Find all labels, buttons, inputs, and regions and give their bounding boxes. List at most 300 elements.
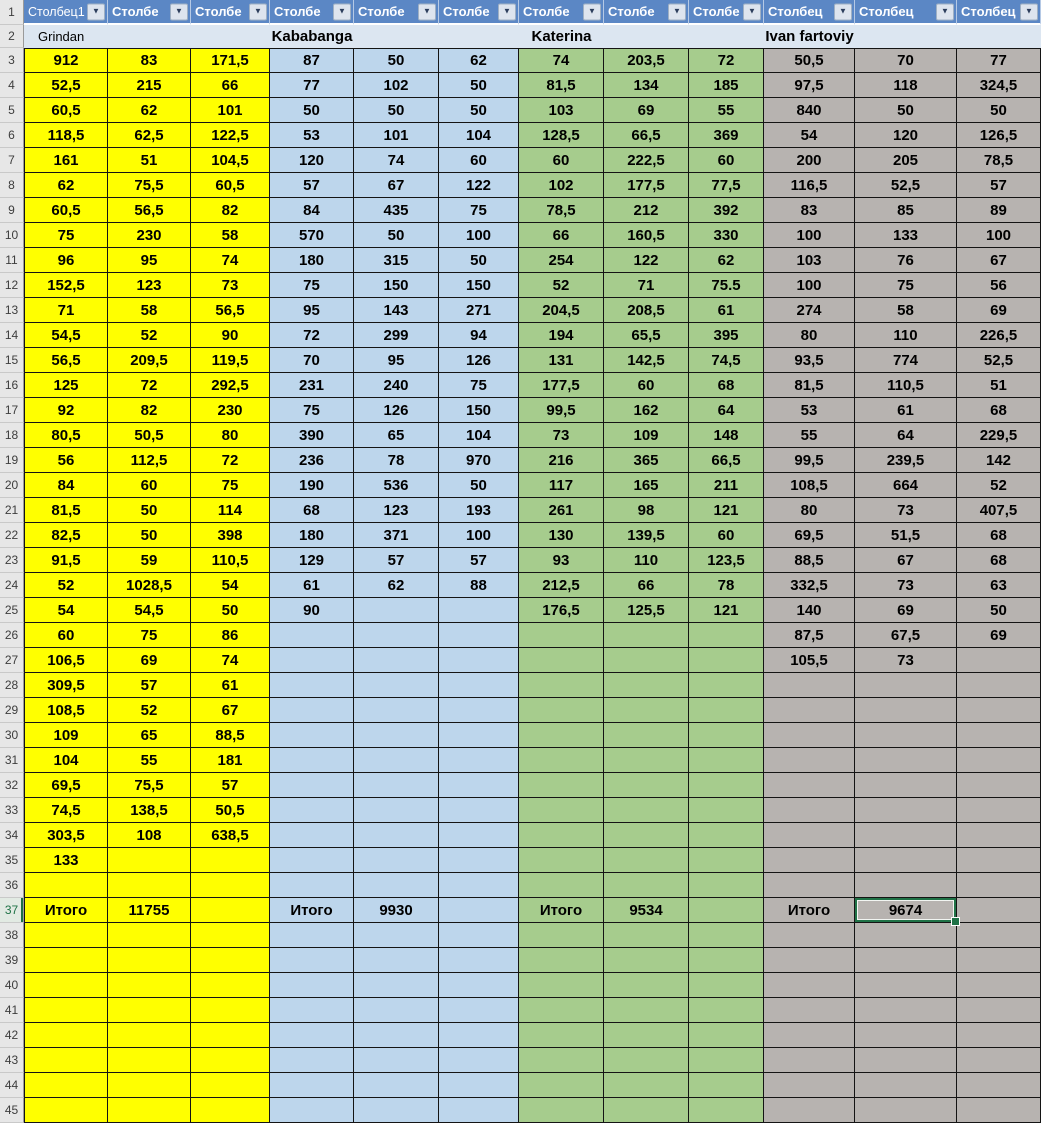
cell[interactable]: 52,5 (957, 348, 1041, 373)
cell[interactable] (957, 698, 1041, 723)
cell[interactable]: 150 (439, 398, 519, 423)
cell[interactable] (604, 973, 689, 998)
cell[interactable] (855, 873, 957, 898)
cell[interactable] (519, 648, 604, 673)
cell[interactable] (191, 998, 270, 1023)
cell[interactable]: 110,5 (191, 548, 270, 573)
cell[interactable] (689, 798, 764, 823)
cell[interactable] (191, 973, 270, 998)
cell[interactable]: 52,5 (24, 73, 108, 98)
cell[interactable] (957, 873, 1041, 898)
cell[interactable]: 108,5 (764, 473, 855, 498)
cell[interactable] (191, 1098, 270, 1123)
row-number[interactable]: 10 (0, 223, 24, 248)
cell[interactable]: 82 (108, 398, 191, 423)
cell[interactable]: 103 (519, 98, 604, 123)
cell[interactable] (270, 648, 354, 673)
cell[interactable] (604, 848, 689, 873)
cell[interactable]: 912 (24, 48, 108, 73)
cell[interactable] (191, 873, 270, 898)
cell[interactable] (354, 1098, 439, 1123)
cell[interactable] (957, 748, 1041, 773)
cell[interactable]: 54,5 (24, 323, 108, 348)
cell[interactable]: 114 (191, 498, 270, 523)
cell[interactable]: 392 (689, 198, 764, 223)
cell[interactable]: Итого (519, 898, 604, 923)
row-number[interactable]: 6 (0, 123, 24, 148)
cell[interactable]: 133 (855, 223, 957, 248)
cell[interactable]: 50 (354, 48, 439, 73)
row-number[interactable]: 28 (0, 673, 24, 698)
cell[interactable]: 330 (689, 223, 764, 248)
cell[interactable]: 240 (354, 373, 439, 398)
cell[interactable] (519, 723, 604, 748)
cell[interactable] (270, 823, 354, 848)
cell[interactable] (689, 1098, 764, 1123)
cell[interactable]: 75 (270, 273, 354, 298)
cell[interactable] (957, 773, 1041, 798)
cell[interactable] (270, 948, 354, 973)
cell[interactable] (24, 923, 108, 948)
cell[interactable]: 76 (855, 248, 957, 273)
cell[interactable] (270, 748, 354, 773)
cell[interactable]: 101 (354, 123, 439, 148)
cell[interactable]: 67 (855, 548, 957, 573)
cell[interactable] (855, 1023, 957, 1048)
cell[interactable] (519, 998, 604, 1023)
cell[interactable]: 108,5 (24, 698, 108, 723)
cell[interactable] (354, 923, 439, 948)
cell[interactable]: 74 (191, 248, 270, 273)
cell[interactable]: 395 (689, 323, 764, 348)
row-number[interactable]: 34 (0, 823, 24, 848)
cell[interactable]: 75,5 (108, 173, 191, 198)
row-number[interactable]: 13 (0, 298, 24, 323)
cell[interactable]: 1028,5 (108, 573, 191, 598)
cell[interactable]: 75,5 (108, 773, 191, 798)
cell[interactable]: 177,5 (519, 373, 604, 398)
cell[interactable] (689, 773, 764, 798)
cell[interactable]: 50 (191, 598, 270, 623)
cell[interactable] (439, 598, 519, 623)
cell[interactable]: 11755 (108, 898, 191, 923)
row-number[interactable]: 2 (0, 25, 24, 48)
filter-dropdown-icon[interactable]: ▼ (583, 3, 601, 20)
row-number[interactable]: 22 (0, 523, 24, 548)
cell[interactable]: 67,5 (855, 623, 957, 648)
cell[interactable]: 122 (604, 248, 689, 273)
cell[interactable]: 9534 (604, 898, 689, 923)
cell[interactable]: 50 (957, 598, 1041, 623)
cell[interactable]: 66 (519, 223, 604, 248)
cell[interactable] (24, 873, 108, 898)
cell[interactable]: 229,5 (957, 423, 1041, 448)
cell[interactable] (957, 973, 1041, 998)
cell[interactable] (24, 1048, 108, 1073)
cell[interactable]: 74,5 (24, 798, 108, 823)
cell[interactable]: 121 (689, 498, 764, 523)
cell[interactable]: 231 (270, 373, 354, 398)
cell[interactable] (604, 748, 689, 773)
cell[interactable] (519, 823, 604, 848)
cell[interactable]: 100 (764, 273, 855, 298)
cell[interactable]: 128,5 (519, 123, 604, 148)
cell[interactable] (764, 973, 855, 998)
cell[interactable]: 123,5 (689, 548, 764, 573)
cell[interactable]: 85 (855, 198, 957, 223)
cell[interactable]: 194 (519, 323, 604, 348)
cell[interactable]: 62,5 (108, 123, 191, 148)
cell[interactable] (439, 648, 519, 673)
cell[interactable]: 71 (604, 273, 689, 298)
cell[interactable]: 69 (855, 598, 957, 623)
cell[interactable]: 261 (519, 498, 604, 523)
cell[interactable] (604, 623, 689, 648)
cell[interactable] (439, 823, 519, 848)
row-number[interactable]: 18 (0, 423, 24, 448)
cell[interactable]: 50 (354, 98, 439, 123)
cell[interactable]: 84 (270, 198, 354, 223)
cell[interactable]: 105,5 (764, 648, 855, 673)
cell[interactable] (689, 623, 764, 648)
cell[interactable]: 120 (855, 123, 957, 148)
cell[interactable]: 74 (354, 148, 439, 173)
cell[interactable]: 94 (439, 323, 519, 348)
cell[interactable] (270, 1023, 354, 1048)
cell[interactable] (764, 1098, 855, 1123)
cell[interactable]: 222,5 (604, 148, 689, 173)
cell[interactable] (108, 998, 191, 1023)
cell[interactable] (108, 873, 191, 898)
cell[interactable]: 66,5 (604, 123, 689, 148)
cell[interactable] (689, 698, 764, 723)
cell[interactable] (604, 698, 689, 723)
cell[interactable] (957, 898, 1041, 923)
cell[interactable] (354, 1023, 439, 1048)
cell[interactable]: 78,5 (519, 198, 604, 223)
cell[interactable]: 60 (689, 523, 764, 548)
cell[interactable]: 102 (354, 73, 439, 98)
cell[interactable]: 69,5 (764, 523, 855, 548)
cell[interactable] (764, 748, 855, 773)
cell[interactable]: 72 (191, 448, 270, 473)
cell[interactable] (24, 1098, 108, 1123)
cell[interactable]: 211 (689, 473, 764, 498)
cell[interactable]: 61 (191, 673, 270, 698)
cell[interactable] (855, 773, 957, 798)
cell[interactable]: 365 (604, 448, 689, 473)
cell[interactable]: 52 (108, 323, 191, 348)
cell[interactable]: 77 (957, 48, 1041, 73)
banner-cell[interactable] (108, 25, 191, 48)
cell[interactable] (354, 673, 439, 698)
cell[interactable] (519, 1073, 604, 1098)
cell[interactable] (957, 1023, 1041, 1048)
cell[interactable]: 75.5 (689, 273, 764, 298)
cell[interactable]: 58 (108, 298, 191, 323)
cell[interactable] (354, 773, 439, 798)
cell[interactable] (519, 848, 604, 873)
row-number[interactable]: 27 (0, 648, 24, 673)
row-number[interactable]: 26 (0, 623, 24, 648)
banner-cell[interactable] (191, 25, 270, 48)
filter-dropdown-icon[interactable]: ▼ (170, 3, 188, 20)
cell[interactable] (957, 1048, 1041, 1073)
cell[interactable] (764, 1073, 855, 1098)
cell[interactable]: 80 (191, 423, 270, 448)
cell[interactable]: 50 (439, 473, 519, 498)
filter-dropdown-icon[interactable]: ▼ (668, 3, 686, 20)
cell[interactable]: 324,5 (957, 73, 1041, 98)
cell[interactable] (439, 723, 519, 748)
cell[interactable]: 150 (354, 273, 439, 298)
cell[interactable] (108, 948, 191, 973)
cell[interactable]: 62 (24, 173, 108, 198)
cell[interactable] (689, 898, 764, 923)
cell[interactable] (270, 723, 354, 748)
cell[interactable]: 50 (439, 98, 519, 123)
banner-cell[interactable] (855, 25, 957, 48)
cell[interactable] (439, 1048, 519, 1073)
cell[interactable] (439, 998, 519, 1023)
cell[interactable]: 56,5 (108, 198, 191, 223)
cell[interactable] (957, 1098, 1041, 1123)
cell[interactable]: 78,5 (957, 148, 1041, 173)
cell[interactable]: 142,5 (604, 348, 689, 373)
cell[interactable]: 126 (439, 348, 519, 373)
cell[interactable] (855, 1098, 957, 1123)
cell[interactable]: 73 (855, 498, 957, 523)
cell[interactable]: 181 (191, 748, 270, 773)
cell[interactable] (689, 1023, 764, 1048)
cell[interactable]: 51,5 (855, 523, 957, 548)
row-number[interactable]: 36 (0, 873, 24, 898)
cell[interactable] (519, 1023, 604, 1048)
cell[interactable]: 65 (354, 423, 439, 448)
cell[interactable]: 50,5 (108, 423, 191, 448)
cell[interactable]: 66 (191, 73, 270, 98)
cell[interactable]: 54 (24, 598, 108, 623)
cell[interactable] (689, 648, 764, 673)
cell[interactable]: 83 (108, 48, 191, 73)
cell[interactable] (957, 1073, 1041, 1098)
group-name-cell[interactable]: Katerina (519, 25, 604, 48)
cell[interactable]: 77,5 (689, 173, 764, 198)
column-header[interactable] (604, 0, 689, 25)
cell[interactable] (439, 973, 519, 998)
cell[interactable]: 299 (354, 323, 439, 348)
cell[interactable] (354, 598, 439, 623)
cell[interactable] (519, 623, 604, 648)
cell[interactable]: 64 (855, 423, 957, 448)
cell[interactable]: 57 (191, 773, 270, 798)
cell[interactable]: 66 (604, 573, 689, 598)
cell[interactable]: Итого (764, 898, 855, 923)
cell[interactable] (855, 673, 957, 698)
cell[interactable]: 138,5 (108, 798, 191, 823)
cell[interactable] (604, 1073, 689, 1098)
cell[interactable]: 69 (957, 298, 1041, 323)
cell[interactable]: 570 (270, 223, 354, 248)
cell[interactable]: 152,5 (24, 273, 108, 298)
cell[interactable] (764, 773, 855, 798)
cell[interactable]: 100 (764, 223, 855, 248)
cell[interactable]: 116,5 (764, 173, 855, 198)
row-number[interactable]: 24 (0, 573, 24, 598)
cell[interactable]: 55 (764, 423, 855, 448)
cell[interactable]: 68 (957, 523, 1041, 548)
cell[interactable]: 72 (270, 323, 354, 348)
cell[interactable]: 62 (354, 573, 439, 598)
cell[interactable]: 236 (270, 448, 354, 473)
cell[interactable] (957, 723, 1041, 748)
row-number[interactable]: 1 (0, 0, 24, 25)
cell[interactable] (764, 848, 855, 873)
cell[interactable]: 59 (108, 548, 191, 573)
filter-dropdown-icon[interactable]: ▼ (1020, 3, 1038, 20)
cell[interactable]: 126 (354, 398, 439, 423)
cell[interactable]: 52 (519, 273, 604, 298)
cell[interactable]: 60 (604, 373, 689, 398)
cell[interactable] (24, 948, 108, 973)
cell[interactable]: 52,5 (855, 173, 957, 198)
row-number[interactable]: 5 (0, 98, 24, 123)
cell[interactable] (270, 848, 354, 873)
cell[interactable]: 638,5 (191, 823, 270, 848)
cell[interactable] (957, 798, 1041, 823)
cell[interactable] (439, 1098, 519, 1123)
cell[interactable]: 77 (270, 73, 354, 98)
cell[interactable] (519, 873, 604, 898)
row-number[interactable]: 11 (0, 248, 24, 273)
cell[interactable]: 104 (24, 748, 108, 773)
cell[interactable]: 536 (354, 473, 439, 498)
cell[interactable]: 122,5 (191, 123, 270, 148)
cell[interactable]: 96 (24, 248, 108, 273)
cell[interactable]: 140 (764, 598, 855, 623)
filter-dropdown-icon[interactable]: ▼ (333, 3, 351, 20)
cell[interactable]: 100 (439, 523, 519, 548)
cell[interactable] (764, 1023, 855, 1048)
banner-cell[interactable] (604, 25, 689, 48)
cell[interactable]: 171,5 (191, 48, 270, 73)
filter-dropdown-icon[interactable]: ▼ (418, 3, 436, 20)
cell[interactable]: 212 (604, 198, 689, 223)
cell[interactable] (270, 623, 354, 648)
cell[interactable] (439, 748, 519, 773)
row-number[interactable]: 45 (0, 1098, 24, 1123)
cell[interactable] (270, 673, 354, 698)
cell[interactable]: 82 (191, 198, 270, 223)
cell[interactable] (270, 1048, 354, 1073)
cell[interactable]: 139,5 (604, 523, 689, 548)
cell[interactable] (764, 823, 855, 848)
cell[interactable] (519, 673, 604, 698)
cell[interactable]: 50 (855, 98, 957, 123)
column-header[interactable] (354, 0, 439, 25)
cell[interactable]: 68 (957, 548, 1041, 573)
cell[interactable] (270, 973, 354, 998)
cell[interactable]: 68 (689, 373, 764, 398)
group-name-cell[interactable]: Kababanga (270, 25, 354, 48)
cell[interactable]: 55 (108, 748, 191, 773)
filter-dropdown-icon[interactable]: ▼ (743, 3, 761, 20)
cell[interactable]: 332,5 (764, 573, 855, 598)
cell[interactable]: 664 (855, 473, 957, 498)
column-header[interactable] (519, 0, 604, 25)
cell[interactable] (855, 998, 957, 1023)
cell[interactable]: 122 (439, 173, 519, 198)
cell[interactable]: 58 (191, 223, 270, 248)
cell[interactable]: 98 (604, 498, 689, 523)
cell[interactable] (764, 948, 855, 973)
cell[interactable] (270, 1073, 354, 1098)
filter-dropdown-icon[interactable]: ▼ (834, 3, 852, 20)
cell[interactable]: 56,5 (24, 348, 108, 373)
row-number[interactable]: 12 (0, 273, 24, 298)
cell[interactable] (519, 923, 604, 948)
cell[interactable]: 50 (957, 98, 1041, 123)
row-number[interactable]: 3 (0, 48, 24, 73)
cell[interactable]: 80 (764, 498, 855, 523)
cell[interactable]: 81,5 (519, 73, 604, 98)
cell[interactable]: 70 (270, 348, 354, 373)
cell[interactable]: 176,5 (519, 598, 604, 623)
cell[interactable] (689, 973, 764, 998)
cell[interactable] (270, 698, 354, 723)
cell[interactable]: 110 (855, 323, 957, 348)
cell[interactable]: 60 (519, 148, 604, 173)
cell[interactable]: 216 (519, 448, 604, 473)
cell[interactable] (354, 848, 439, 873)
cell[interactable]: 74,5 (689, 348, 764, 373)
cell[interactable]: 52 (24, 573, 108, 598)
cell[interactable] (270, 998, 354, 1023)
cell[interactable]: 57 (270, 173, 354, 198)
cell[interactable]: 75 (855, 273, 957, 298)
cell[interactable]: 215 (108, 73, 191, 98)
cell[interactable]: 125 (24, 373, 108, 398)
cell[interactable]: 78 (689, 573, 764, 598)
cell[interactable] (689, 873, 764, 898)
cell[interactable] (604, 1098, 689, 1123)
cell[interactable] (191, 848, 270, 873)
cell[interactable] (519, 1098, 604, 1123)
cell[interactable]: 87 (270, 48, 354, 73)
cell[interactable]: 112,5 (108, 448, 191, 473)
cell[interactable]: 51 (957, 373, 1041, 398)
row-number[interactable]: 43 (0, 1048, 24, 1073)
cell[interactable]: 80 (764, 323, 855, 348)
cell[interactable]: 103 (764, 248, 855, 273)
cell[interactable] (855, 1073, 957, 1098)
cell[interactable]: 74 (519, 48, 604, 73)
cell[interactable]: 64 (689, 398, 764, 423)
cell[interactable]: 150 (439, 273, 519, 298)
cell[interactable] (764, 798, 855, 823)
cell[interactable]: 123 (354, 498, 439, 523)
cell[interactable]: 69 (108, 648, 191, 673)
column-header[interactable] (764, 0, 855, 25)
cell[interactable]: 180 (270, 523, 354, 548)
row-number[interactable]: 32 (0, 773, 24, 798)
cell[interactable]: 130 (519, 523, 604, 548)
banner-cell[interactable] (689, 25, 764, 48)
cell[interactable]: 61 (855, 398, 957, 423)
cell[interactable] (270, 923, 354, 948)
cell[interactable] (354, 748, 439, 773)
cell[interactable] (108, 848, 191, 873)
